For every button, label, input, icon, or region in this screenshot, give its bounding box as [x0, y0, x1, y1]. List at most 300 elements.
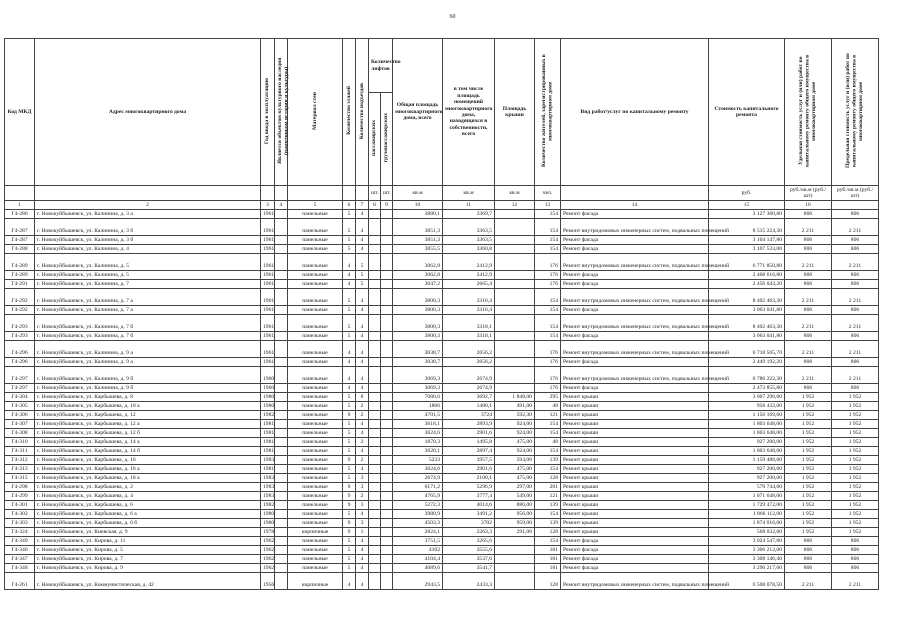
wall-material-cell: панельные: [288, 306, 343, 315]
year-cell: 1962: [261, 555, 275, 564]
year-cell: 1960: [261, 384, 275, 393]
roof-area-cell: 475,00: [495, 465, 535, 474]
table-row: [5, 447, 879, 456]
address-cell: г. Новокуйбышевск, ул. Калинина, д. 7 а: [35, 289, 261, 306]
repair-cost-cell: 2 449 192,20: [709, 358, 785, 367]
address-cell: г. Новокуйбышевск, ул. Кирова, д. 9: [35, 564, 261, 573]
lifts-freight-cell: [381, 402, 393, 411]
floors-cell: 5: [343, 210, 356, 219]
wall-material-cell: панельные: [288, 501, 343, 510]
floors-cell: 4: [343, 384, 356, 393]
heritage-cell: [275, 474, 288, 483]
wall-material-cell: панельные: [288, 393, 343, 402]
owned-area-cell: 3724: [443, 411, 495, 420]
year-cell: 1981: [261, 447, 275, 456]
work-type-cell: Ремонт крыши: [561, 456, 709, 465]
owned-area-cell: 3777,4: [443, 492, 495, 501]
lifts-passenger-cell: [369, 429, 381, 438]
owned-area-cell: 3957,5: [443, 456, 495, 465]
floors-cell: 5: [343, 537, 356, 546]
year-cell: 1962: [261, 564, 275, 573]
heritage-cell: [275, 332, 288, 341]
roof-area-cell: 1 848,00: [495, 393, 535, 402]
year-cell: 1961: [261, 210, 275, 219]
owned-area-cell: 3702: [443, 519, 495, 528]
residents-cell: 128: [535, 528, 561, 537]
address-cell: г. Новокуйбышевск, ул. Калинина, д. 3 а: [35, 210, 261, 219]
heritage-cell: [275, 289, 288, 306]
repair-cost-cell: 3 296 217,60: [709, 564, 785, 573]
lifts-freight-cell: [381, 483, 393, 492]
table-row: [5, 254, 879, 271]
year-cell: 1983: [261, 492, 275, 501]
floors-cell: 9: [343, 528, 356, 537]
floors-cell: 5: [343, 546, 356, 555]
work-type-cell: Ремонт крыши: [561, 393, 709, 402]
header-floors: Количество этажей: [345, 86, 352, 136]
limit-cost-cell: 806: [832, 555, 879, 564]
total-area-cell: 3800,3: [393, 315, 443, 332]
work-type-cell: Ремонт фасада: [561, 280, 709, 289]
lifts-freight-cell: [381, 564, 393, 573]
unit-cost-cell: 806: [785, 358, 832, 367]
limit-cost-cell: 1 952: [832, 429, 879, 438]
total-area-cell: 4104,4: [393, 555, 443, 564]
col-number: 9: [381, 201, 393, 210]
unit-cell: кв.м: [443, 186, 495, 201]
heritage-cell: [275, 358, 288, 367]
unit-cost-cell: 2 211: [785, 289, 832, 306]
col-number: 3: [261, 201, 275, 210]
entrances-cell: 4: [356, 306, 369, 315]
table-row: [5, 429, 879, 438]
heritage-cell: [275, 402, 288, 411]
total-area-cell: 3062,8: [393, 271, 443, 280]
roof-area-cell: [495, 280, 535, 289]
work-type-cell: Ремонт крыши: [561, 474, 709, 483]
year-cell: 1980: [261, 402, 275, 411]
limit-cost-cell: 806: [832, 236, 879, 245]
address-cell: г. Новокуйбышевск, ул. Калинина, д. 3 б: [35, 236, 261, 245]
owned-area-cell: 2412,9: [443, 254, 495, 271]
heritage-cell: [275, 510, 288, 519]
repair-cost-cell: 1 156 169,60: [709, 411, 785, 420]
roof-area-cell: [495, 546, 535, 555]
year-cell: 1961: [261, 315, 275, 332]
lifts-freight-cell: [381, 456, 393, 465]
total-area-cell: 3851,3: [393, 236, 443, 245]
total-area-cell: 4102: [393, 546, 443, 555]
owned-area-cell: 3363,5: [443, 236, 495, 245]
heritage-cell: [275, 393, 288, 402]
unit-cost-cell: 1 952: [785, 456, 832, 465]
limit-cost-cell: 806: [832, 537, 879, 546]
work-type-cell: Ремонт внутридомовых инженерных систем, подвальных помещений: [561, 315, 709, 332]
year-cell: 1956: [261, 573, 275, 590]
lifts-passenger-cell: [369, 358, 381, 367]
repair-cost-cell: 3 024 547,80: [709, 537, 785, 546]
lifts-passenger-cell: [369, 306, 381, 315]
floors-cell: 4: [343, 280, 356, 289]
mkd-code-cell: Г4-287: [5, 236, 35, 245]
work-type-cell: Ремонт крыши: [561, 438, 709, 447]
table-row: [5, 573, 879, 590]
lifts-passenger-cell: [369, 393, 381, 402]
table-row: [5, 483, 879, 492]
header-lifts-passenger: пассажирских: [371, 120, 378, 156]
mkd-code-cell: Г4-303: [5, 519, 35, 528]
total-area-cell: 4765,9: [393, 492, 443, 501]
entrances-cell: 3: [356, 483, 369, 492]
owned-area-cell: 3265,6: [443, 537, 495, 546]
entrances-cell: 2: [356, 411, 369, 420]
residents-cell: 154: [535, 236, 561, 245]
owned-area-cell: 1480,1: [443, 402, 495, 411]
year-cell: 1980: [261, 519, 275, 528]
owned-area-cell: 1495,8: [443, 438, 495, 447]
mkd-code-cell: Г4-315: [5, 474, 35, 483]
owned-area-cell: 2674,9: [443, 384, 495, 393]
total-area-cell: 3620,1: [393, 447, 443, 456]
unit-cell: чел.: [535, 186, 561, 201]
repair-cost-cell: 1 803 648,00: [709, 420, 785, 429]
total-area-cell: 3062,8: [393, 254, 443, 271]
lifts-freight-cell: [381, 306, 393, 315]
heritage-cell: [275, 537, 288, 546]
address-cell: г. Новокуйбышевск, ул. Калинина, д. 4: [35, 245, 261, 254]
wall-material-cell: панельные: [288, 429, 343, 438]
floors-cell: 5: [343, 393, 356, 402]
total-area-cell: 3047,2: [393, 280, 443, 289]
col-number: 16: [785, 201, 832, 210]
year-cell: 1961: [261, 341, 275, 358]
lifts-passenger-cell: [369, 420, 381, 429]
repair-cost-cell: 8 515 224,30: [709, 219, 785, 236]
limit-cost-cell: 806: [832, 358, 879, 367]
residents-cell: 181: [535, 546, 561, 555]
address-cell: г. Новокуйбышевск, ул. Карбышева, д. 14 а: [35, 438, 261, 447]
entrances-cell: 4: [356, 341, 369, 358]
wall-material-cell: кирпичные: [288, 573, 343, 590]
lifts-passenger-cell: [369, 456, 381, 465]
residents-cell: 201: [535, 483, 561, 492]
header-wall-material: Материал стен: [311, 91, 318, 130]
heritage-cell: [275, 546, 288, 555]
mkd-code-cell: Г4-346: [5, 546, 35, 555]
wall-material-cell: панельные: [288, 537, 343, 546]
owned-area-cell: 2901,6: [443, 465, 495, 474]
col-number: 8: [369, 201, 381, 210]
roof-area-cell: [495, 210, 535, 219]
address-cell: г. Новокуйбышевск, ул. Карбышева, д. 4: [35, 492, 261, 501]
residents-cell: 154: [535, 219, 561, 236]
roof-area-cell: 297,00: [495, 483, 535, 492]
limit-cost-cell: 1 952: [832, 465, 879, 474]
lifts-passenger-cell: [369, 315, 381, 332]
repair-cost-cell: 1 866 112,00: [709, 510, 785, 519]
residents-cell: 176: [535, 271, 561, 280]
heritage-cell: [275, 280, 288, 289]
repair-cost-cell: 3 063 041,80: [709, 332, 785, 341]
lifts-freight-cell: [381, 367, 393, 384]
repair-cost-cell: 3 306 212,00: [709, 546, 785, 555]
entrances-cell: 5: [356, 271, 369, 280]
work-type-cell: Ремонт фасада: [561, 555, 709, 564]
lifts-passenger-cell: [369, 564, 381, 573]
entrances-cell: 4: [356, 420, 369, 429]
table-row: [5, 438, 879, 447]
roof-area-cell: [495, 306, 535, 315]
roof-area-cell: [495, 236, 535, 245]
roof-area-cell: 475,00: [495, 474, 535, 483]
floors-cell: 9: [343, 456, 356, 465]
work-type-cell: Ремонт фасада: [561, 306, 709, 315]
residents-cell: 154: [535, 245, 561, 254]
repair-cost-cell: 927 200,00: [709, 474, 785, 483]
work-type-cell: Ремонт крыши: [561, 420, 709, 429]
floors-cell: 4: [343, 254, 356, 271]
owned-area-cell: 3318,1: [443, 332, 495, 341]
limit-cost-cell: 1 952: [832, 483, 879, 492]
lifts-passenger-cell: [369, 573, 381, 590]
residents-cell: 139: [535, 519, 561, 528]
repair-cost-cell: 6 771 850,80: [709, 254, 785, 271]
unit-cell: [5, 186, 35, 201]
repair-cost-cell: 927 200,00: [709, 465, 785, 474]
total-area-cell: 1866: [393, 402, 443, 411]
roof-area-cell: 956,00: [495, 510, 535, 519]
wall-material-cell: панельные: [288, 546, 343, 555]
owned-area-cell: 5296,9: [443, 483, 495, 492]
unit-cost-cell: 2 211: [785, 573, 832, 590]
unit-cost-cell: 806: [785, 332, 832, 341]
header-lifts: Количество лифтов: [369, 39, 393, 93]
heritage-cell: [275, 465, 288, 474]
floors-cell: 5: [343, 447, 356, 456]
work-type-cell: Ремонт крыши: [561, 402, 709, 411]
unit-cost-cell: 806: [785, 384, 832, 393]
roof-area-cell: 924,00: [495, 429, 535, 438]
residents-cell: 176: [535, 358, 561, 367]
residents-cell: 176: [535, 367, 561, 384]
lifts-freight-cell: [381, 341, 393, 358]
repair-cost-cell: 1 159 488,00: [709, 456, 785, 465]
heritage-cell: [275, 315, 288, 332]
wall-material-cell: панельные: [288, 367, 343, 384]
year-cell: 1981: [261, 420, 275, 429]
year-cell: 1983: [261, 456, 275, 465]
heritage-cell: [275, 245, 288, 254]
work-type-cell: Ремонт фасада: [561, 546, 709, 555]
work-type-cell: Ремонт внутридомовых инженерных систем, подвальных помещений: [561, 341, 709, 358]
address-cell: г. Новокуйбышевск, ул. Карбышева, д. 16 а: [35, 465, 261, 474]
mkd-code-cell: Г4-288: [5, 245, 35, 254]
residents-cell: 176: [535, 254, 561, 271]
unit-cost-cell: 806: [785, 245, 832, 254]
entrances-cell: 5: [356, 280, 369, 289]
mkd-code-cell: Г4-348: [5, 564, 35, 573]
repair-cost-cell: 3 063 041,80: [709, 306, 785, 315]
address-cell: г. Новокуйбышевск, ул. Калинина, д. 9 а: [35, 341, 261, 358]
entrances-cell: 4: [356, 358, 369, 367]
wall-material-cell: панельные: [288, 219, 343, 236]
address-cell: г. Новокуйбышевск, ул. Карбышева, д. 18 а: [35, 474, 261, 483]
unit-cost-cell: 806: [785, 271, 832, 280]
repair-cost-cell: 3 607 296,00: [709, 393, 785, 402]
repair-cost-cell: 1 874 016,00: [709, 519, 785, 528]
unit-cost-cell: 2 211: [785, 341, 832, 358]
limit-cost-cell: 2 211: [832, 573, 879, 590]
wall-material-cell: панельные: [288, 315, 343, 332]
header-total-area: Общая площадь многоквартирного дома, всего: [393, 39, 443, 186]
work-type-cell: Ремонт крыши: [561, 447, 709, 456]
col-number: 6: [343, 201, 356, 210]
lifts-passenger-cell: [369, 447, 381, 456]
wall-material-cell: панельные: [288, 402, 343, 411]
mkd-code-cell: Г4-304: [5, 393, 35, 402]
floors-cell: 4: [343, 573, 356, 590]
unit-cost-cell: 1 952: [785, 438, 832, 447]
limit-cost-cell: 806: [832, 245, 879, 254]
roof-area-cell: 924,00: [495, 420, 535, 429]
residents-cell: 139: [535, 501, 561, 510]
owned-area-cell: 3363,5: [443, 219, 495, 236]
year-cell: 1980: [261, 393, 275, 402]
unit-cost-cell: 2 211: [785, 315, 832, 332]
heritage-cell: [275, 236, 288, 245]
roof-area-cell: 592,30: [495, 411, 535, 420]
work-type-cell: Ремонт крыши: [561, 528, 709, 537]
roof-area-cell: 959,00: [495, 519, 535, 528]
col-number: 4: [275, 201, 288, 210]
table-row: [5, 358, 879, 367]
limit-cost-cell: 2 211: [832, 289, 879, 306]
limit-cost-cell: 1 952: [832, 519, 879, 528]
table-row: [5, 393, 879, 402]
floors-cell: 4: [343, 367, 356, 384]
residents-cell: 176: [535, 341, 561, 358]
floors-cell: 5: [343, 245, 356, 254]
lifts-freight-cell: [381, 528, 393, 537]
heritage-cell: [275, 210, 288, 219]
table-row: [5, 236, 879, 245]
entrances-cell: 3: [356, 519, 369, 528]
total-area-cell: 2943,5: [393, 573, 443, 590]
entrances-cell: 3: [356, 474, 369, 483]
total-area-cell: 5272,3: [393, 501, 443, 510]
total-area-cell: 3800,3: [393, 289, 443, 306]
lifts-passenger-cell: [369, 219, 381, 236]
table-row: [5, 420, 879, 429]
owned-area-cell: 3360,8: [443, 245, 495, 254]
roof-area-cell: 594,00: [495, 456, 535, 465]
col-number: 1: [5, 201, 35, 210]
lifts-passenger-cell: [369, 236, 381, 245]
residents-cell: 154: [535, 510, 561, 519]
lifts-passenger-cell: [369, 402, 381, 411]
work-type-cell: Ремонт фасада: [561, 332, 709, 341]
limit-cost-cell: 1 952: [832, 420, 879, 429]
owned-area-cell: 4014,6: [443, 501, 495, 510]
address-cell: г. Новокуйбышевск, ул. Карбышева, д. 12 б: [35, 429, 261, 438]
address-cell: г. Новокуйбышевск, ул. Калинина, д. 9 а: [35, 358, 261, 367]
year-cell: 1961: [261, 254, 275, 271]
table-row: [5, 411, 879, 420]
lifts-freight-cell: [381, 429, 393, 438]
limit-cost-cell: 1 952: [832, 474, 879, 483]
limit-cost-cell: 2 211: [832, 341, 879, 358]
unit-cost-cell: 1 952: [785, 483, 832, 492]
table-row: [5, 210, 879, 219]
unit-cost-cell: 1 952: [785, 447, 832, 456]
owned-area-cell: 2897,4: [443, 447, 495, 456]
floors-cell: 4: [343, 271, 356, 280]
wall-material-cell: панельные: [288, 474, 343, 483]
table-row: [5, 519, 879, 528]
limit-cost-cell: 1 952: [832, 456, 879, 465]
entrances-cell: 4: [356, 289, 369, 306]
header-lifts-freight: грузопассажирских: [383, 113, 390, 163]
owned-area-cell: 3692,7: [443, 393, 495, 402]
lifts-freight-cell: [381, 358, 393, 367]
unit-cell: шт.: [369, 186, 381, 201]
wall-material-cell: кирпичные: [288, 528, 343, 537]
lifts-passenger-cell: [369, 501, 381, 510]
lifts-freight-cell: [381, 384, 393, 393]
lifts-passenger-cell: [369, 474, 381, 483]
heritage-cell: [275, 483, 288, 492]
repair-cost-cell: 3 107 533,00: [709, 245, 785, 254]
entrances-cell: 2: [356, 492, 369, 501]
mkd-code-cell: Г4-324: [5, 528, 35, 537]
residents-cell: 176: [535, 384, 561, 393]
entrances-cell: 4: [356, 367, 369, 384]
lifts-freight-cell: [381, 447, 393, 456]
total-area-cell: 3038,7: [393, 341, 443, 358]
repair-cost-cell: 1 729 472,00: [709, 501, 785, 510]
work-type-cell: Ремонт фасада: [561, 210, 709, 219]
table-row: [5, 546, 879, 555]
total-area-cell: 7080,6: [393, 393, 443, 402]
table-row: [5, 492, 879, 501]
table-row: [5, 537, 879, 546]
table-row: [5, 332, 879, 341]
entrances-cell: 4: [356, 573, 369, 590]
limit-cost-cell: 2 211: [832, 219, 879, 236]
lifts-freight-cell: [381, 289, 393, 306]
owned-area-cell: 3316,4: [443, 306, 495, 315]
year-cell: 1961: [261, 332, 275, 341]
wall-material-cell: панельные: [288, 411, 343, 420]
unit-cost-cell: 1 952: [785, 393, 832, 402]
lifts-freight-cell: [381, 280, 393, 289]
lifts-freight-cell: [381, 501, 393, 510]
roof-area-cell: [495, 367, 535, 384]
residents-cell: 181: [535, 564, 561, 573]
unit-cost-cell: 1 952: [785, 501, 832, 510]
year-cell: 1962: [261, 537, 275, 546]
mkd-code-cell: Г4-297: [5, 367, 35, 384]
roof-area-cell: [495, 384, 535, 393]
limit-cost-cell: 1 952: [832, 528, 879, 537]
total-area-cell: 3624,6: [393, 465, 443, 474]
wall-material-cell: панельные: [288, 420, 343, 429]
col-number: 12: [495, 201, 535, 210]
entrances-cell: 2: [356, 438, 369, 447]
wall-material-cell: панельные: [288, 341, 343, 358]
residents-cell: 139: [535, 456, 561, 465]
year-cell: 1961: [261, 280, 275, 289]
